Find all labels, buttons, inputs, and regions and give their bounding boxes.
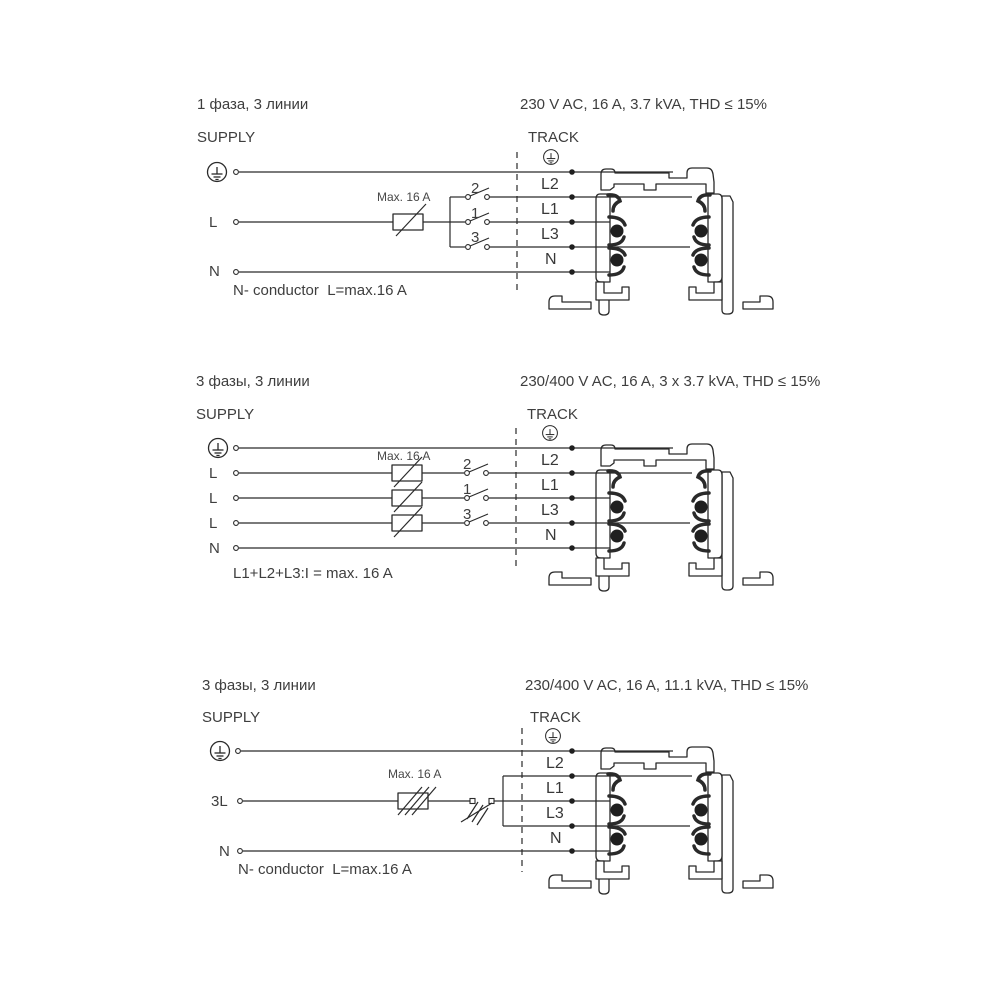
conductor-label: L2 <box>541 176 559 193</box>
junction-dots <box>569 445 575 551</box>
conductor-label: L1 <box>546 780 564 797</box>
conductor-label: L1 <box>541 477 559 494</box>
fuse-icon <box>393 204 426 236</box>
conductor-label: L3 <box>541 502 559 519</box>
conductor-label: L3 <box>546 805 564 822</box>
switch-number: 3 <box>471 229 480 246</box>
conductor-label: L1 <box>541 201 559 218</box>
terminal-label-n: N <box>209 540 220 557</box>
switch-number: 2 <box>463 456 472 473</box>
terminal-label-3l: 3L <box>211 793 228 810</box>
conductor-label: N <box>545 527 557 544</box>
supply-terminal-icons <box>236 749 243 854</box>
fuse-rating-label: Max. 16 A <box>388 767 442 781</box>
conductor-label: N <box>550 830 562 847</box>
spec-title: 230/400 V AC, 16 A, 11.1 kVA, THD ≤ 15% <box>525 677 809 694</box>
switch-number: 1 <box>463 481 472 498</box>
track-ground-icon <box>546 729 561 744</box>
spec-title: 230/400 V AC, 16 A, 3 x 3.7 kVA, THD ≤ 15% <box>520 373 821 390</box>
supply-ground-icon <box>209 439 228 458</box>
supply-label: SUPPLY <box>196 406 255 423</box>
track-cross-section <box>549 747 773 894</box>
conductor-label: L2 <box>541 452 559 469</box>
supply-terminal-icons <box>234 170 239 275</box>
junction-dots <box>569 748 575 854</box>
supply-ground-icon <box>208 163 227 182</box>
wiring-note: L1+L2+L3:I = max. 16 A <box>233 565 393 582</box>
track-label: TRACK <box>530 709 581 726</box>
terminal-label-l: L <box>209 465 218 482</box>
track-label: TRACK <box>528 129 579 146</box>
fuse-icons <box>392 457 422 537</box>
track-cross-section <box>549 168 773 315</box>
wiring-note: N- conductor L=max.16 A <box>238 861 412 878</box>
terminal-label-l: L <box>209 490 218 507</box>
switch-number: 3 <box>463 506 472 523</box>
fuse-rating-label: Max. 16 A <box>377 449 431 463</box>
switch-number: 1 <box>471 205 480 222</box>
conductor-label: L2 <box>546 755 564 772</box>
junction-dots <box>569 169 575 275</box>
track-label: TRACK <box>527 406 578 423</box>
terminal-label-n: N <box>219 843 230 860</box>
conductor-label: L3 <box>541 226 559 243</box>
switch-number: 2 <box>471 180 480 197</box>
phase-title: 3 фазы, 3 линии <box>202 677 316 694</box>
phase-title: 1 фаза, 3 линии <box>197 96 309 113</box>
conductor-label: N <box>545 251 557 268</box>
track-ground-icon <box>544 150 559 165</box>
track-ground-icon <box>543 426 558 441</box>
terminal-label-n: N <box>209 263 220 280</box>
supply-label: SUPPLY <box>202 709 261 726</box>
wiring-note: N- conductor L=max.16 A <box>233 282 407 299</box>
supply-label: SUPPLY <box>197 129 256 146</box>
fuse-rating-label: Max. 16 A <box>377 190 431 204</box>
spec-title: 230 V AC, 16 A, 3.7 kVA, THD ≤ 15% <box>520 96 767 113</box>
terminal-label-l: L <box>209 214 218 231</box>
supply-terminal-icons <box>234 446 239 551</box>
phase-title: 3 фазы, 3 линии <box>196 373 310 390</box>
switch-icon-3pole <box>461 799 494 826</box>
track-cross-section <box>549 444 773 591</box>
supply-ground-icon <box>211 742 230 761</box>
terminal-label-l: L <box>209 515 218 532</box>
